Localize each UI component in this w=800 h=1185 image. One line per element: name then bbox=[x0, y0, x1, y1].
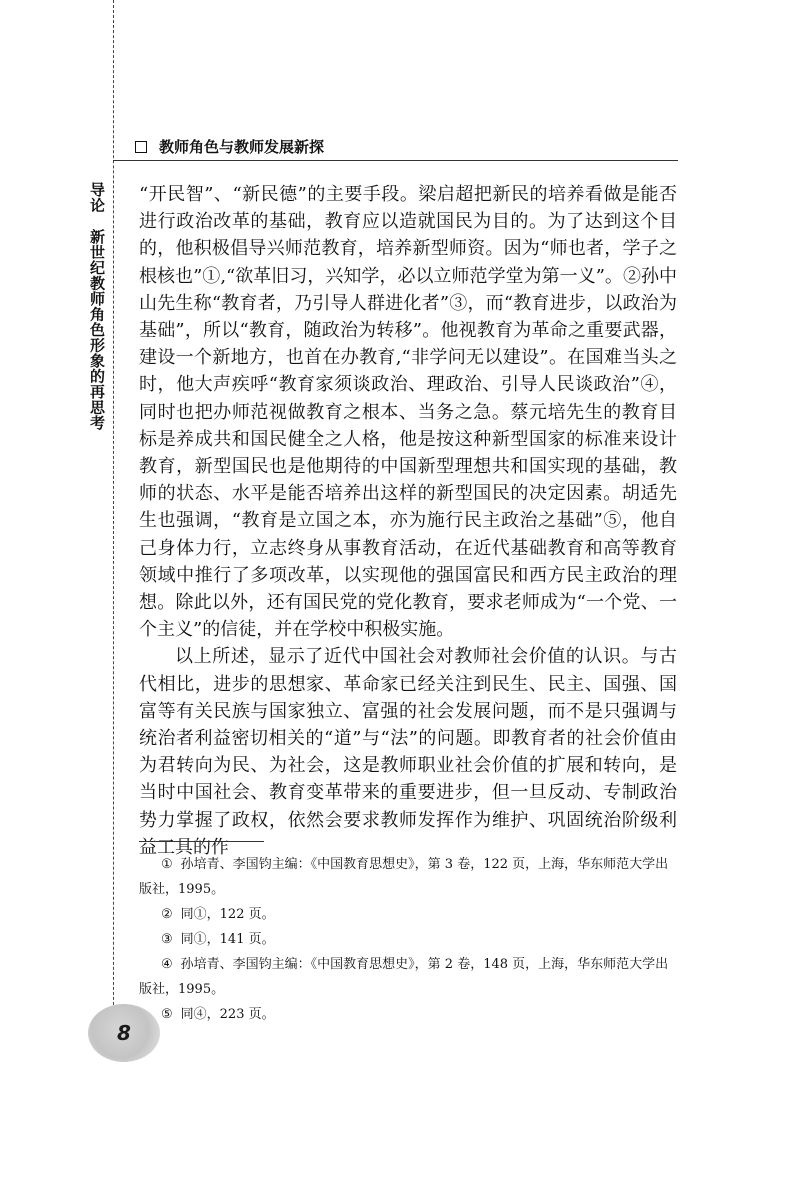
footnote-mark: ④ bbox=[161, 957, 173, 972]
footnote-text: 同④，223 页。 bbox=[180, 1007, 275, 1022]
footnote-item bbox=[139, 927, 677, 952]
footnote-text: 同①，141 页。 bbox=[180, 932, 275, 947]
footnote-item bbox=[139, 902, 677, 927]
footnote-text: 孙培青、李国钧主编：《中国教育思想史》，第 2 卷，148 页，上海，华东师范大学出版社，1995。 bbox=[139, 957, 669, 997]
body-paragraph: “开民智”、“新民德”的主要手段。梁启超把新民的培养看做是能否进行政治改革的基础，教育应以造就国民为目的。为了达到这个目的，他积极倡导兴师范教育，培养新型师资。因为“师也者，学子之根核也”①,“欲革旧习，兴知学，必以立师范学堂为第一义”。②孙中山先生称“教育者，乃引导人群进化者”③，而“教育进步，以政治为基础”，所以“教育，随政治为转移”。他视教育为革命之重要武器，建设一个新地方，也首在办教育,“非学问无以建设”。在国难当头之时，他大声疾呼“教育家须谈政治、理政治、引导人民谈政治”④，同时也把办师范视做教育之根本、当务之急。蔡元培先生的教育目标是养成共和国民健全之人格，他是按这种新型国家的标准来设计教育，新型国民也是他期待的中国新型理想共和国实现的基础，教师的状态、水平是能否培养出这样的新型国民的决定因素。胡适先生也强调，“教育是立国之本，亦为施行民主政治之基础”⑤，他自己身体力行，立志终身从事教育活动，在近代基础教育和高等教育领域中推行了多项改革，以实现他的强国富民和西方民主政治的理想。除此以外，还有国民党的党化教育，要求老师成为“一个党、一个主义”的信徒，并在学校中积极实施。 bbox=[139, 184, 677, 641]
footnotes bbox=[139, 852, 677, 1027]
footnote-item bbox=[139, 1002, 677, 1027]
side-chapter-title bbox=[86, 182, 108, 431]
square-bullet-icon bbox=[135, 141, 147, 153]
header-rule bbox=[113, 160, 678, 161]
footnote-mark: ① bbox=[161, 857, 173, 872]
body-paragraph: 以上所述，显示了近代中国社会对教师社会价值的认识。与古代相比，进步的思想家、革命家已经关注到民生、民主、国强、国富等有关民族与国家独立、富强的社会发展问题，而不是只强调与统治者利益密切相关的“道”与“法”的问题。即教育者的社会价值由为君转向为民、为社会，这是教师职业社会价值的扩展和转向，是当时中国社会、教育变革带来的重要进步，但一旦反动、专制政治势力掌握了政权，依然会要求教师发挥作为维护、巩固统治阶级利益工具的作 bbox=[139, 646, 677, 858]
page-number: 8 bbox=[88, 1004, 160, 1062]
footnote-rule bbox=[139, 841, 264, 842]
binding-dashed-line bbox=[113, 0, 114, 1060]
footnote-mark: ⑤ bbox=[161, 1007, 173, 1022]
footnote-text: 同①，122 页。 bbox=[180, 907, 275, 922]
footnote-text: 孙培青、李国钧主编：《中国教育思想史》，第 3 卷，122 页，上海，华东师范大学出版社，1995。 bbox=[139, 857, 669, 897]
footnote-mark: ② bbox=[161, 907, 173, 922]
footnote-mark: ③ bbox=[161, 932, 173, 947]
side-chapter-label: 新世纪教师角色形象的再思考 bbox=[88, 229, 106, 431]
side-part-label: 导论 bbox=[88, 182, 106, 213]
body-text bbox=[139, 181, 677, 861]
footnote-item bbox=[139, 852, 677, 902]
running-header bbox=[135, 136, 324, 157]
footnote-item bbox=[139, 952, 677, 1002]
running-title: 教师角色与教师发展新探 bbox=[159, 138, 325, 156]
